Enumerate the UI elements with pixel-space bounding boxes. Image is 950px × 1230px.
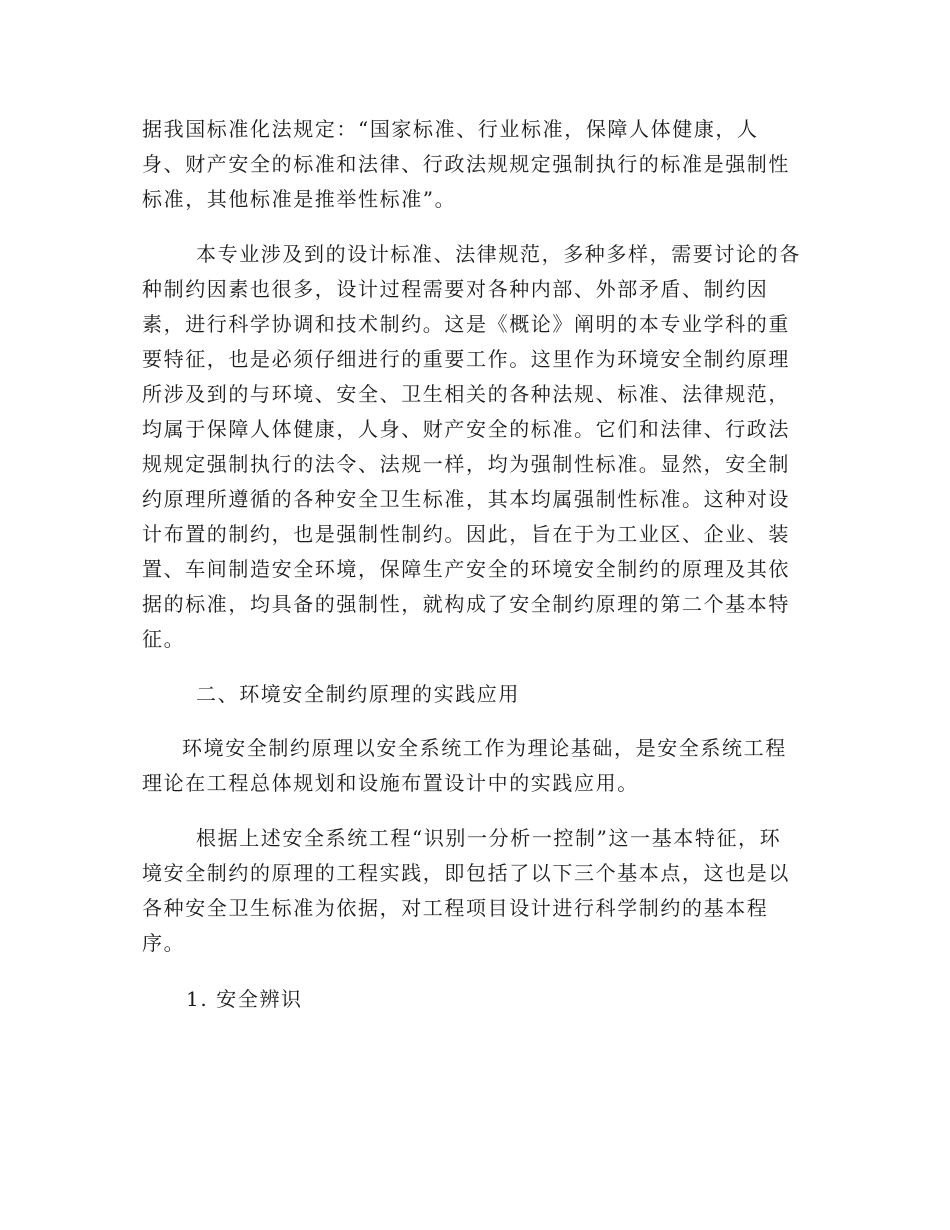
paragraph-2-line-5: 所涉及到的与环境、安全、卫生相关的各种法规、标准、法律规范， [142,382,790,406]
paragraph-3-line-2: 理论在工程总体规划和设施布置设计中的实践应用。 [142,771,639,795]
paragraph-4-line-2: 境安全制约的原理的工程实践，即包括了以下三个基本点，这也是以 [142,861,790,885]
paragraph-2-line-1: 本专业涉及到的设计标准、法律规范，多种多样，需要讨论的各 [196,242,801,266]
paragraph-4-line-3: 各种安全卫生标准为依据，对工程项目设计进行科学制约的基本程 [142,896,769,920]
paragraph-3-line-1: 环境安全制约原理以安全系统工作为理论基础，是安全系统工程 [182,736,787,760]
paragraph-2-line-8: 约原理所遵循的各种安全卫生标准，其本均属强制性标准。这种对设 [142,487,790,511]
paragraph-2-line-4: 要特征，也是必须仔细进行的重要工作。这里作为环境安全制约原理 [142,347,790,371]
paragraph-2-line-2: 种制约因素也很多，设计过程需要对各种内部、外部矛盾、制约因 [142,277,769,301]
paragraph-2-line-12: 征。 [142,627,186,651]
paragraph-1-line-2: 身、财产安全的标准和法律、行政法规规定强制执行的标准是强制性 [142,152,790,176]
paragraph-4-line-1: 根据上述安全系统工程“识别一分析一控制”这一基本特征，环 [196,826,782,850]
paragraph-2-line-3: 素，进行科学协调和技术制约。这是《概论》阐明的本专业学科的重 [142,312,790,336]
paragraph-2-line-7: 规规定强制执行的法令、法规一样，均为强制性标准。显然，安全制 [142,452,790,476]
paragraph-2-line-10: 置、车间制造安全环境，保障生产安全的环境安全制约的原理及其依 [142,557,790,581]
paragraph-2-line-6: 均属于保障人体健康，人身、财产安全的标准。它们和法律、行政法 [142,417,790,441]
paragraph-1-line-1: 据我国标准化法规定：“国家标准、行业标准，保障人体健康，人 [142,117,759,141]
section-heading-2: 二、环境安全制约原理的实践应用 [196,682,520,706]
paragraph-1-line-3: 标准，其他标准是推举性标准”。 [142,187,457,211]
paragraph-2-line-11: 据的标准，均具备的强制性，就构成了安全制约原理的第二个基本特 [142,592,790,616]
paragraph-2-line-9: 计布置的制约，也是强制性制约。因此，旨在于为工业区、企业、装 [142,522,790,546]
subsection-heading-1: 1. 安全辨识 [186,987,303,1011]
paragraph-4-line-4: 序。 [142,931,186,955]
